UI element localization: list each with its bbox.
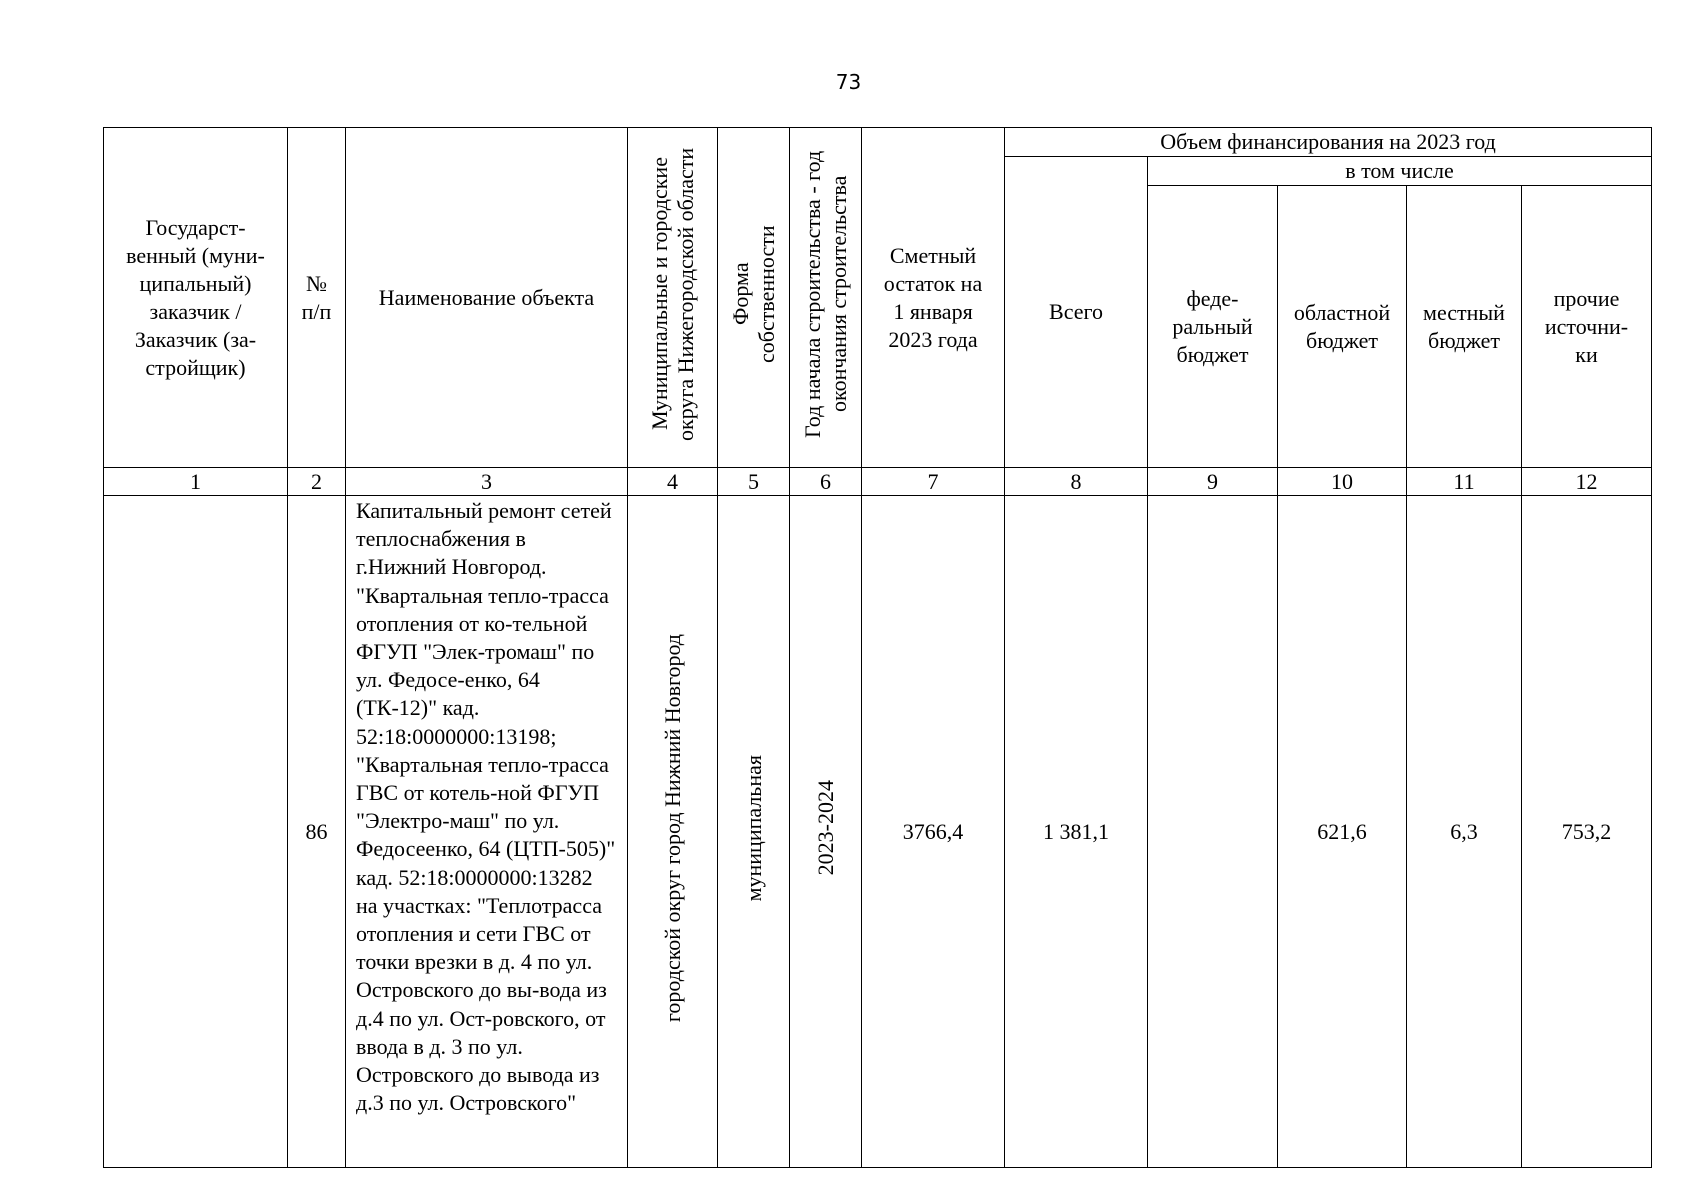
column-number-row [104,468,1652,496]
header-other: прочие источни-ки [1522,186,1652,468]
header-regional: областной бюджет [1278,186,1407,468]
cell-number: 86 [288,496,346,1168]
column-number: 5 [718,468,790,496]
header-estimate-balance: Сметный остаток на 1 января 2023 года [862,128,1005,468]
header-customer: Государст-венный (муни-ципальный) заказчик / Заказчик (за-стройщик) [104,128,288,468]
cell-regional: 621,6 [1278,496,1407,1168]
column-number: 1 [104,468,288,496]
cell-municipality: городской округ город Нижний Новгород [628,496,718,1168]
column-number: 7 [862,468,1005,496]
header-total: Всего [1005,157,1148,468]
header-including: в том числе [1148,157,1652,186]
cell-ownership: муниципальная [718,496,790,1168]
cell-federal [1148,496,1278,1168]
page-number: 73 [835,70,862,94]
header-local: местный бюджет [1407,186,1522,468]
header-object-name: Наименование объекта [346,128,628,468]
table-row [104,496,1652,1168]
header-funding-2023: Объем финансирования на 2023 год [1005,128,1652,157]
cell-object-name: Капитальный ремонт сетей теплоснабжения в г.Нижний Новгород. "Квартальная тепло-трасса отопления от ко-тельной ФГУП "Элек-тромаш" по ул. Федосе-енко, 64 (ТК-12)" кад. 52:18:0000000:13198; "Квартальная тепло-трасса ГВС от котель-ной ФГУП "Электро-маш" по ул. Федосеенко, 64 (ЦТП-505)" кад. 52:18:0000000:13282 на участках: "Теплотрасса отопления и сети ГВС от точки врезки в д. 4 по ул. Островского до вы-вода из д.4 по ул. Ост-ровского, от ввода в д. 3 по ул. Островского до вывода из д.3 по ул. Островского" [346,496,628,1168]
column-number: 10 [1278,468,1407,496]
cell-other: 753,2 [1522,496,1652,1168]
construction-register-table [103,127,1652,1168]
column-number: 11 [1407,468,1522,496]
header-years: Год начала строительства - год окончания строительства [790,128,862,468]
cell-estimate-balance: 3766,4 [862,496,1005,1168]
column-number: 3 [346,468,628,496]
header-number: № п/п [288,128,346,468]
cell-years: 2023-2024 [790,496,862,1168]
header-municipality: Муниципальные и городские округа Нижегородской области [628,128,718,468]
column-number: 12 [1522,468,1652,496]
column-number: 9 [1148,468,1278,496]
cell-local: 6,3 [1407,496,1522,1168]
column-number: 8 [1005,468,1148,496]
header-ownership: Форма собственности [718,128,790,468]
cell-customer [104,496,288,1168]
cell-total: 1 381,1 [1005,496,1148,1168]
column-number: 6 [790,468,862,496]
column-number: 4 [628,468,718,496]
header-row-1 [104,128,1652,157]
header-federal: феде-ральный бюджет [1148,186,1278,468]
column-number: 2 [288,468,346,496]
